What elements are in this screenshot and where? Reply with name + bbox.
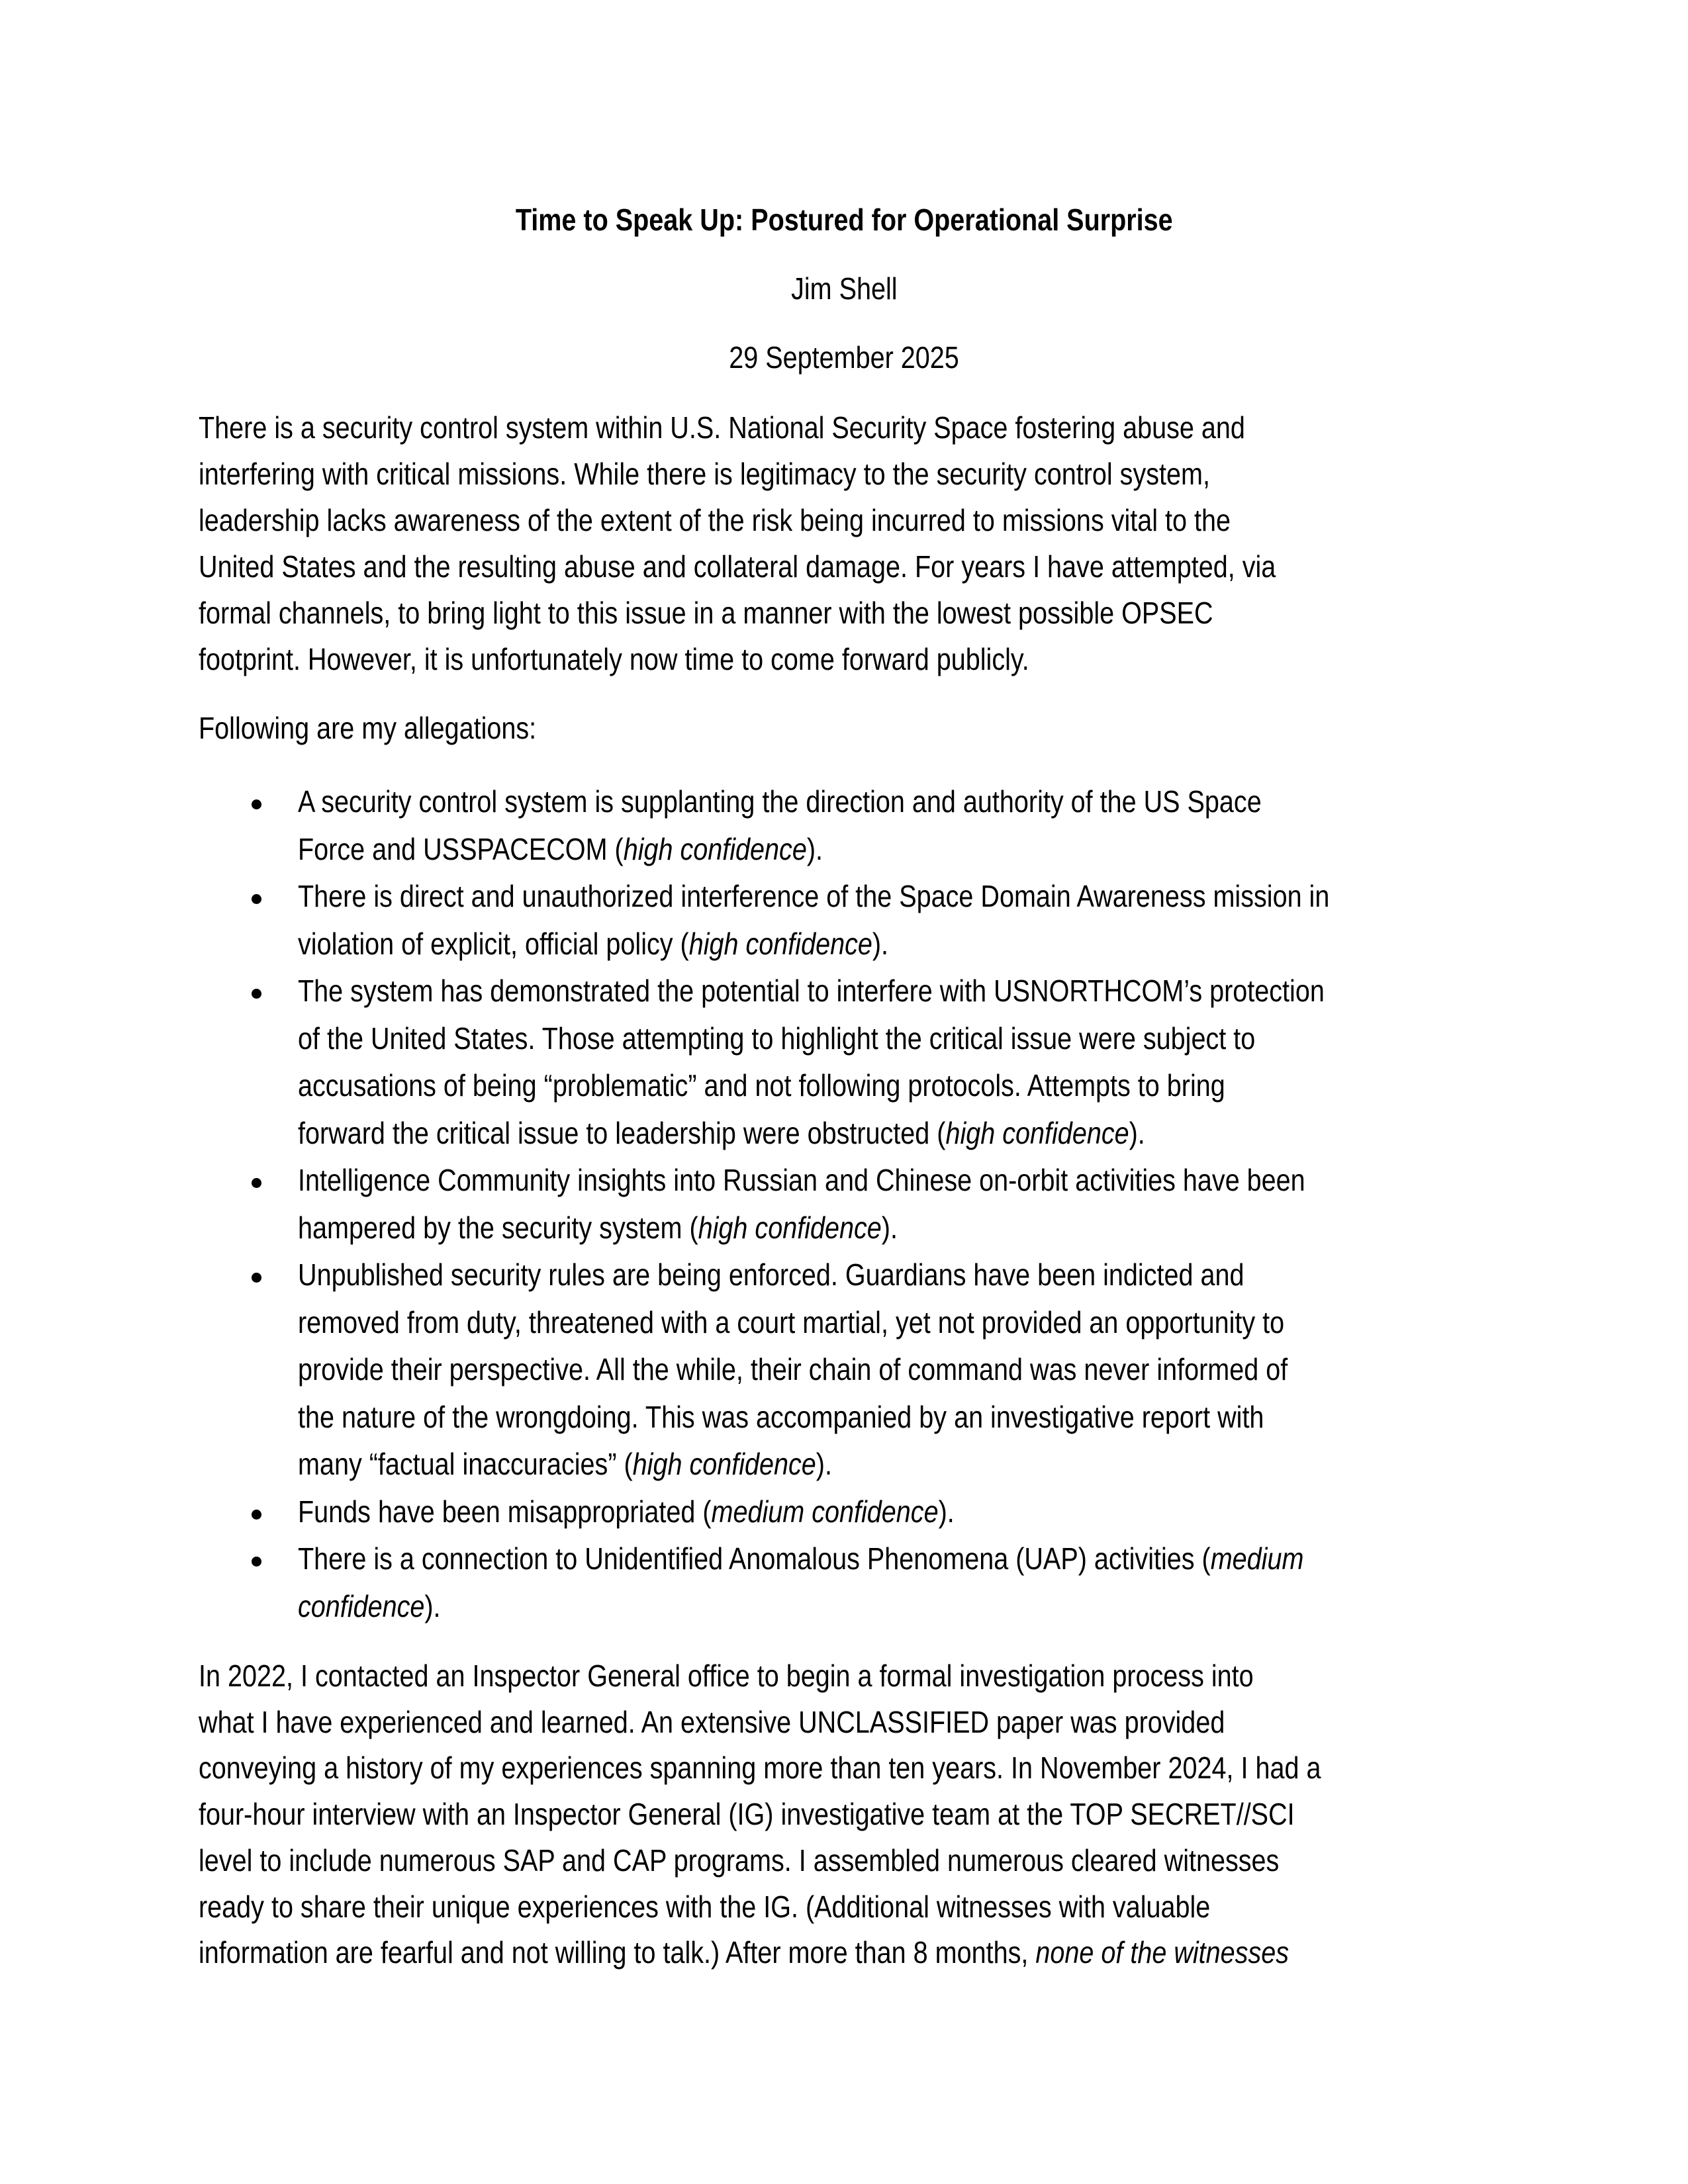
paragraph-line: leadership lacks awareness of the extent of the risk being incurred to missions vital to the	[199, 503, 1231, 537]
allegation-text-end: ).	[816, 1447, 832, 1481]
paragraph-line: formal channels, to bring light to this issue in a manner with the lowest possible OPSEC	[199, 596, 1213, 630]
allegation-text: There is direct and unauthorized interference of the Space Domain Awareness mission in	[298, 879, 1330, 913]
paragraph-text: information are fearful and not willing to talk.) After more than 8 months,	[199, 1935, 1036, 1970]
allegation-line	[298, 1496, 955, 1527]
paragraph-line	[199, 1799, 1295, 1829]
allegation-line	[298, 1165, 1305, 1195]
allegation-line	[298, 1591, 441, 1621]
paragraph-line: footprint. However, it is unfortunately now time to come forward publicly.	[199, 642, 1029, 676]
allegation-text-end: ).	[938, 1494, 955, 1529]
paragraph-line	[199, 1661, 1254, 1691]
paragraph-line	[199, 1707, 1225, 1737]
bullet-icon	[252, 799, 261, 809]
bullet-icon	[252, 894, 261, 904]
allegation-text: forward the critical issue to leadership were obstructed (	[298, 1116, 946, 1150]
allegation-text: Force and USSPACECOM (	[298, 832, 624, 866]
confidence-level: high confidence	[688, 927, 872, 961]
allegation-line	[298, 881, 1329, 911]
paragraph-line	[199, 1845, 1279, 1876]
allegation-line	[298, 1259, 1244, 1290]
confidence-level: medium	[1210, 1541, 1304, 1576]
paragraph-line: interfering with critical missions. While there is legitimacy to the security control system,	[199, 457, 1210, 491]
paragraph-text: conveying a history of my experiences spanning more than ten years. In November 2024, I had a	[199, 1751, 1321, 1785]
confidence-level: high confidence	[632, 1447, 816, 1481]
allegation-text: Funds have been misappropriated (	[298, 1494, 712, 1529]
allegations-intro: Following are my allegations:	[199, 711, 537, 745]
document-date	[0, 342, 1688, 373]
allegation-line	[298, 1543, 1303, 1574]
allegation-line	[298, 786, 1262, 817]
allegation-line	[298, 929, 888, 959]
paragraph-text: ready to share their unique experiences with the IG. (Additional witnesses with valuable	[199, 1889, 1211, 1924]
allegation-text: of the United States. Those attempting to highlight the critical issue were subject to	[298, 1021, 1256, 1056]
allegation-text: hampered by the security system (	[298, 1210, 698, 1245]
emphasized-text: none of the witnesses	[1035, 1935, 1289, 1970]
confidence-level: high confidence	[698, 1210, 882, 1245]
document-author	[0, 273, 1688, 304]
allegation-text: violation of explicit, official policy (	[298, 927, 689, 961]
allegation-line	[298, 1307, 1284, 1338]
allegation-text: the nature of the wrongdoing. This was accompanied by an investigative report with	[298, 1400, 1264, 1434]
allegation-text: Intelligence Community insights into Russian and Chinese on-orbit activities have been	[298, 1163, 1305, 1197]
document-title-text: Time to Speak Up: Postured for Operational Surprise	[515, 203, 1173, 237]
document-author-text: Jim Shell	[790, 271, 898, 306]
allegation-text-end: ).	[881, 1210, 898, 1245]
confidence-level: confidence	[298, 1589, 425, 1623]
allegation-line	[298, 1118, 1145, 1148]
paragraph-line: United States and the resulting abuse and collateral damage. For years I have attempted, via	[199, 549, 1276, 584]
bullet-icon	[252, 1557, 261, 1567]
allegation-text-end: ).	[872, 927, 889, 961]
allegation-text: The system has demonstrated the potential to interfere with USNORTHCOM’s protection	[298, 974, 1325, 1008]
allegation-text-end: ).	[1129, 1116, 1145, 1150]
allegation-line	[298, 1402, 1264, 1432]
allegation-text: provide their perspective. All the while, their chain of command was never informed of	[298, 1352, 1288, 1387]
confidence-level: high confidence	[623, 832, 807, 866]
paragraph-text: what I have experienced and learned. An extensive UNCLASSIFIED paper was provided	[199, 1705, 1225, 1739]
paragraph-text: level to include numerous SAP and CAP programs. I assembled numerous cleared witnesses	[199, 1843, 1280, 1878]
allegation-line	[298, 1449, 832, 1479]
document-date-text: 29 September 2025	[729, 340, 959, 375]
allegation-text: A security control system is supplanting the direction and authority of the US Space	[298, 784, 1262, 819]
allegation-line	[298, 1070, 1225, 1101]
allegation-line	[298, 834, 823, 864]
paragraph-line: There is a security control system within U.S. National Security Space fostering abuse and	[199, 410, 1245, 445]
allegation-text: many “factual inaccuracies” (	[298, 1447, 633, 1481]
paragraph-text: In 2022, I contacted an Inspector General office to begin a formal investigation process into	[199, 1659, 1254, 1693]
paragraph-line	[199, 1891, 1210, 1922]
paragraph-text: four-hour interview with an Inspector General (IG) investigative team at the TOP SECRET//SCI	[199, 1797, 1295, 1831]
bullet-icon	[252, 1178, 261, 1188]
bullet-icon	[252, 1273, 261, 1283]
bullet-icon	[252, 989, 261, 999]
paragraph-line	[199, 1937, 1289, 1968]
allegation-text: Unpublished security rules are being enforced. Guardians have been indicted and	[298, 1257, 1244, 1292]
allegation-text: removed from duty, threatened with a court martial, yet not provided an opportunity to	[298, 1305, 1285, 1340]
confidence-level: medium confidence	[711, 1494, 939, 1529]
allegation-line	[298, 976, 1325, 1006]
allegation-text-end: ).	[806, 832, 823, 866]
allegation-text-end: ).	[424, 1589, 441, 1623]
confidence-level: high confidence	[945, 1116, 1129, 1150]
allegation-line	[298, 1354, 1288, 1385]
allegation-line	[298, 1212, 898, 1243]
bullet-icon	[252, 1510, 261, 1520]
allegation-text: There is a connection to Unidentified Anomalous Phenomena (UAP) activities (	[298, 1541, 1211, 1576]
document-title	[0, 205, 1688, 235]
allegation-line	[298, 1023, 1255, 1054]
paragraph-line	[199, 1752, 1321, 1783]
allegation-text: accusations of being “problematic” and not following protocols. Attempts to bring	[298, 1068, 1225, 1103]
